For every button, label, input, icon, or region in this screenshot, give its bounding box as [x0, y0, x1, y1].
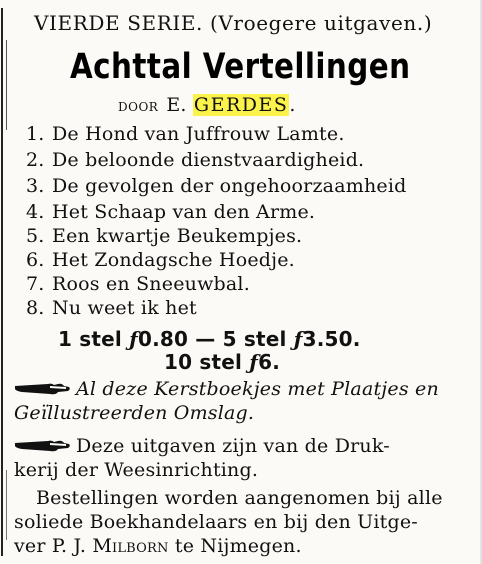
list-item-text: Een kwartje Beukempjes. — [52, 225, 303, 247]
byline-prefix: DOOR — [118, 100, 159, 114]
list-item-text: De gevolgen der ongehoorzaamheid — [52, 175, 407, 197]
list-item-number: 1. — [26, 123, 45, 145]
order-line-text: te Nijmegen. — [174, 535, 302, 557]
list-item-text: De beloonde dienstvaardigheid. — [52, 149, 365, 171]
price-350: 3.50. — [302, 327, 361, 351]
column-rule-tertiary — [6, 470, 7, 540]
price-6: 6. — [258, 350, 280, 374]
florin-sign: ƒ — [129, 327, 138, 351]
list-item-number: 2. — [26, 149, 45, 171]
author-name-highlight: GERDES — [193, 94, 289, 116]
page-title: Achttal Vertellingen — [70, 47, 411, 87]
list-item-number: 6. — [26, 249, 45, 271]
column-rule-secondary — [6, 40, 7, 130]
florin-sign: ƒ — [249, 350, 259, 374]
order-line-publisher — [14, 537, 302, 556]
note-line: Deze uitgaven zijn van de Druk- — [76, 435, 390, 457]
series-heading: VIERDE SERIE. (Vroegere uitgaven.) — [34, 11, 433, 35]
list-item-text: Nu weet ik het — [52, 297, 197, 319]
list-item — [26, 203, 315, 222]
list-item-text: Het Zondagsche Hoedje. — [52, 249, 295, 271]
order-line-text: ver P. J. — [14, 535, 87, 557]
pointing-hand-icon — [14, 437, 72, 457]
note-line: kerij der Weesinrichting. — [14, 459, 259, 481]
order-line: soliede Boekhandelaars en bij den Uitge- — [14, 511, 418, 533]
list-item-text: Het Schaap van den Arme. — [52, 201, 316, 223]
list-item — [26, 251, 295, 270]
price-080-5-stel: 0.80 — 5 stel — [137, 327, 287, 351]
list-item — [26, 227, 302, 246]
list-item-number: 4. — [26, 201, 45, 223]
list-item-number: 3. — [26, 175, 45, 197]
byline-suffix: . — [289, 94, 296, 116]
list-item-number: 8. — [26, 297, 45, 319]
note-kerstboekjes — [14, 380, 439, 400]
list-item-text: Roos en Sneeuwbal. — [52, 273, 250, 295]
list-item-number: 5. — [26, 225, 45, 247]
price-10-stel: 10 stel — [164, 350, 243, 374]
pointing-hand-icon — [14, 380, 72, 400]
order-line: Bestellingen worden aangenomen bij alle — [36, 487, 443, 509]
list-item — [26, 299, 197, 318]
list-item — [26, 177, 406, 196]
price-line-1 — [58, 329, 361, 349]
list-item-text: De Hond van Juffrouw Lamte. — [52, 123, 345, 145]
list-item — [26, 125, 345, 144]
note-line: Geïllustreerden Omslag. — [14, 402, 255, 424]
florin-sign: ƒ — [293, 327, 303, 351]
price-1-stel: 1 stel — [58, 327, 122, 351]
note-kerstboekjes-cont — [14, 404, 254, 423]
note-drukkerij-cont — [14, 461, 258, 480]
list-item-number: 7. — [26, 273, 45, 295]
price-line-2 — [164, 352, 280, 372]
note-drukkerij — [14, 437, 390, 457]
author-initial: E. — [166, 94, 187, 116]
list-item — [26, 151, 364, 170]
publisher-name: Milborn — [92, 535, 169, 557]
byline — [118, 96, 296, 115]
column-rule — [1, 8, 3, 556]
list-item — [26, 275, 250, 294]
note-line: Al deze Kerstboekjes met Plaatjes en — [76, 378, 439, 400]
